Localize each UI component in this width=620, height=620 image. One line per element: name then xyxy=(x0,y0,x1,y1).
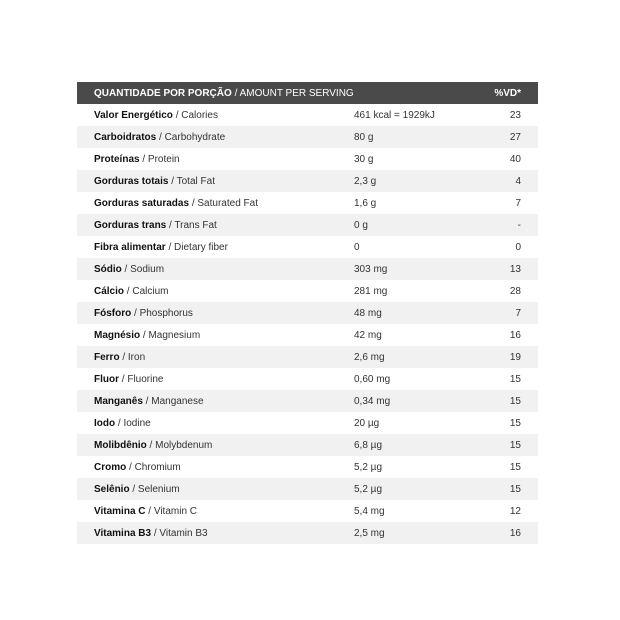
nutrient-daily-value: 15 xyxy=(474,434,538,456)
name-separator: / xyxy=(115,417,124,429)
table-row xyxy=(77,258,538,280)
nutrient-name xyxy=(77,170,354,192)
table-row xyxy=(77,126,538,148)
nutrition-facts-table xyxy=(77,82,538,544)
nutrient-name-pt: Molibdênio xyxy=(94,439,147,451)
nutrient-name-pt: Vitamina C xyxy=(94,505,146,517)
table-row xyxy=(77,280,538,302)
nutrient-name-en: Magnesium xyxy=(148,329,201,341)
nutrient-amount: 2,3 g xyxy=(354,170,474,192)
nutrient-daily-value: 28 xyxy=(509,285,521,297)
table-row xyxy=(77,456,538,478)
nutrient-name-pt: Fósforo xyxy=(94,307,132,319)
table-row xyxy=(77,214,538,236)
table-row xyxy=(77,324,538,346)
nutrient-name xyxy=(77,324,354,346)
nutrient-daily-value: 13 xyxy=(474,258,538,280)
nutrient-amount: 1,6 g xyxy=(354,197,377,209)
nutrient-name xyxy=(77,192,354,214)
table-row xyxy=(77,412,538,434)
nutrient-name xyxy=(77,500,354,522)
nutrient-amount: 461 kcal = 1929kJ xyxy=(354,109,435,121)
nutrient-name-pt: Iodo xyxy=(94,417,116,429)
nutrient-name xyxy=(77,346,354,368)
amount-per-serving-header xyxy=(77,82,474,104)
nutrient-amount: 42 mg xyxy=(354,329,382,341)
nutrient-name-pt: Proteínas xyxy=(94,153,140,165)
nutrient-name-en: Calcium xyxy=(132,285,169,297)
name-separator: / xyxy=(139,153,148,165)
nutrient-name-en: Dietary fiber xyxy=(174,241,228,253)
table-header-row xyxy=(77,82,538,104)
table-row xyxy=(77,522,538,544)
nutrient-daily-value: 23 xyxy=(509,109,521,121)
nutrient-daily-value: 15 xyxy=(509,373,521,385)
nutrient-name-en: Iodine xyxy=(123,417,151,429)
nutrient-name-en: Selenium xyxy=(137,483,180,495)
nutrient-name-en: Manganese xyxy=(151,395,204,407)
table-row xyxy=(77,500,538,522)
header-label-en: AMOUNT PER SERVING xyxy=(239,87,354,99)
nutrient-amount: 80 g xyxy=(354,126,474,148)
nutrient-name-pt: Fibra alimentar xyxy=(94,241,166,253)
nutrient-daily-value: 27 xyxy=(474,126,538,148)
nutrient-name-en: Trans Fat xyxy=(174,219,217,231)
nutrient-name-pt: Ferro xyxy=(94,351,120,363)
nutrient-daily-value: 12 xyxy=(509,505,521,517)
nutrient-daily-value: 19 xyxy=(474,346,538,368)
nutrient-name xyxy=(77,456,354,478)
nutrient-amount: 2,5 mg xyxy=(354,522,474,544)
nutrient-name-en: Phosphorus xyxy=(139,307,193,319)
name-separator: / xyxy=(119,351,128,363)
nutrient-name xyxy=(77,302,354,324)
nutrient-name-pt: Manganês xyxy=(94,395,143,407)
nutrient-name-en: Vitamin B3 xyxy=(159,527,208,539)
nutrient-name-pt: Cálcio xyxy=(94,285,125,297)
nutrient-daily-value: 16 xyxy=(474,522,538,544)
table-row xyxy=(77,170,538,192)
nutrient-daily-value: 15 xyxy=(509,417,521,429)
nutrient-amount: 0 xyxy=(354,241,360,253)
nutrient-name xyxy=(77,478,354,500)
table-row xyxy=(77,478,538,500)
nutrient-name-pt: Gorduras saturadas xyxy=(94,197,190,209)
table-row xyxy=(77,236,538,258)
nutrient-amount: 5,2 µg xyxy=(354,461,383,473)
nutrient-name-pt: Valor Energético xyxy=(94,109,173,121)
name-separator: / xyxy=(126,461,135,473)
nutrient-name xyxy=(77,412,354,434)
nutrient-name xyxy=(77,368,354,390)
table-row xyxy=(77,434,538,456)
nutrient-name-pt: Carboidratos xyxy=(94,131,157,143)
nutrient-daily-value: 15 xyxy=(474,478,538,500)
nutrient-daily-value: - xyxy=(474,214,538,236)
name-separator: / xyxy=(131,307,140,319)
nutrient-name-en: Saturated Fat xyxy=(197,197,258,209)
name-separator: / xyxy=(172,109,182,121)
nutrient-amount: 303 mg xyxy=(354,258,474,280)
table-row xyxy=(77,346,538,368)
nutrient-name-pt: Sódio xyxy=(94,263,122,275)
nutrient-name-en: Calories xyxy=(181,109,218,121)
nutrient-amount: 5,4 mg xyxy=(354,505,385,517)
header-separator: / xyxy=(231,87,240,99)
name-separator: / xyxy=(151,527,160,539)
nutrient-name-pt: Gorduras totais xyxy=(94,175,169,187)
name-separator: / xyxy=(189,197,198,209)
nutrient-name-en: Vitamin C xyxy=(153,505,198,517)
nutrient-name xyxy=(77,280,354,302)
name-separator: / xyxy=(146,439,156,451)
name-separator: / xyxy=(145,505,154,517)
nutrient-amount: 0,34 mg xyxy=(354,390,474,412)
nutrient-name-en: Chromium xyxy=(134,461,181,473)
nutrient-name-pt: Fluor xyxy=(94,373,119,385)
nutrient-name xyxy=(77,522,354,544)
nutrient-name xyxy=(77,126,354,148)
nutrient-name-pt: Cromo xyxy=(94,461,127,473)
nutrient-name-pt: Vitamina B3 xyxy=(94,527,152,539)
table-row xyxy=(77,104,538,126)
daily-value-header: %VD* xyxy=(474,82,538,104)
table-row xyxy=(77,148,538,170)
nutrient-name xyxy=(77,214,354,236)
nutrient-daily-value: 0 xyxy=(515,241,521,253)
nutrient-daily-value: 15 xyxy=(509,461,521,473)
nutrient-name xyxy=(77,434,354,456)
nutrient-amount: 0,60 mg xyxy=(354,373,391,385)
name-separator: / xyxy=(140,329,149,341)
nutrient-daily-value: 40 xyxy=(509,153,521,165)
name-separator: / xyxy=(119,373,128,385)
name-separator: / xyxy=(124,285,133,297)
nutrient-daily-value: 7 xyxy=(474,302,538,324)
nutrient-daily-value: 16 xyxy=(509,329,521,341)
nutrient-name xyxy=(77,104,354,126)
nutrient-name xyxy=(77,390,354,412)
nutrient-daily-value: 4 xyxy=(474,170,538,192)
nutrient-amount: 2,6 mg xyxy=(354,346,474,368)
table-body xyxy=(77,104,538,544)
nutrient-amount: 0 g xyxy=(354,214,474,236)
nutrient-name xyxy=(77,236,354,258)
table-row xyxy=(77,368,538,390)
nutrient-name-pt: Magnésio xyxy=(94,329,141,341)
nutrient-name-pt: Selênio xyxy=(94,483,130,495)
nutrient-name-en: Protein xyxy=(147,153,180,165)
nutrient-name-en: Sodium xyxy=(130,263,165,275)
nutrient-name-pt: Gorduras trans xyxy=(94,219,167,231)
name-separator: / xyxy=(129,483,138,495)
table-row xyxy=(77,302,538,324)
nutrient-name-en: Fluorine xyxy=(127,373,164,385)
table-row xyxy=(77,192,538,214)
table-row xyxy=(77,390,538,412)
name-separator: / xyxy=(168,175,177,187)
nutrient-amount: 30 g xyxy=(354,153,374,165)
nutrient-amount: 5,2 µg xyxy=(354,478,474,500)
name-separator: / xyxy=(165,241,175,253)
header-label-pt: QUANTIDADE POR PORÇÃO xyxy=(94,87,232,99)
nutrient-name-en: Total Fat xyxy=(176,175,215,187)
name-separator: / xyxy=(121,263,131,275)
nutrient-name-en: Carbohydrate xyxy=(164,131,226,143)
nutrient-name-en: Molybdenum xyxy=(155,439,213,451)
nutrient-daily-value: 15 xyxy=(474,390,538,412)
nutrient-amount: 281 mg xyxy=(354,285,388,297)
name-separator: / xyxy=(142,395,152,407)
nutrient-amount: 48 mg xyxy=(354,302,474,324)
nutrient-amount: 6,8 µg xyxy=(354,434,474,456)
nutrient-name xyxy=(77,258,354,280)
name-separator: / xyxy=(156,131,165,143)
nutrient-name xyxy=(77,148,354,170)
nutrient-amount: 20 µg xyxy=(354,417,380,429)
name-separator: / xyxy=(166,219,175,231)
nutrient-daily-value: 7 xyxy=(515,197,521,209)
nutrient-name-en: Iron xyxy=(127,351,146,363)
